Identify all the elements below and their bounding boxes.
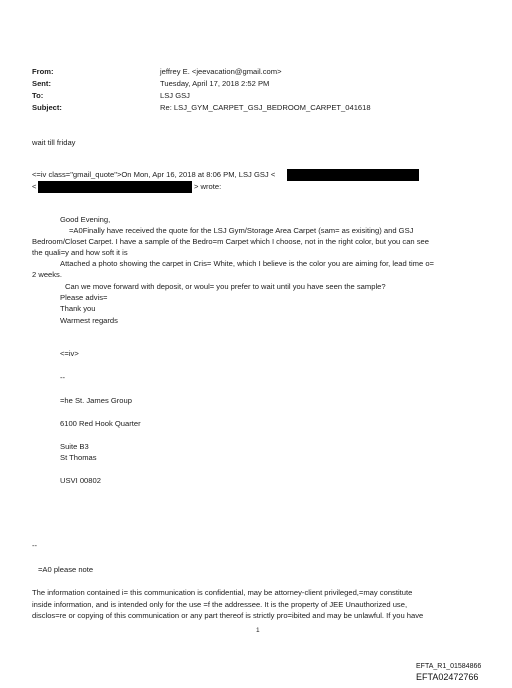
- quote-line-2-end: > wrote:: [194, 182, 222, 191]
- message-line: Can we move forward with deposit, or woul= you prefer to wait until you have seen the sample?: [65, 282, 386, 291]
- message-line: Please advis=: [60, 293, 108, 302]
- sent-value: Tuesday, April 17, 2018 2:52 PM: [160, 79, 270, 88]
- page-number: 1: [256, 627, 260, 634]
- sent-label: Sent:: [32, 79, 51, 88]
- efta-stamp-1: EFTA_R1_01584866: [416, 663, 482, 670]
- efta-stamp-2: EFTA02472766: [416, 672, 479, 682]
- quote-line-2-start: <: [32, 182, 37, 191]
- address-line: 6100 Red Hook Quarter: [60, 419, 141, 428]
- message-line: Attached a photo showing the carpet in Cris= White, which I believe is the color you are aiming for, lead time o=: [60, 259, 434, 268]
- redaction-bar: [287, 169, 419, 181]
- reply-text: wait till friday: [32, 138, 76, 147]
- disclaimer-line: inside information, and is intended only for the use =f the addressee. It is the property of JEE Unauthorized use,: [32, 600, 408, 609]
- from-value: jeffrey E. <jeevacation@gmail.com>: [160, 67, 282, 76]
- signature-dashes: --: [60, 373, 66, 382]
- message-line: =A0Finally have received the quote for the LSJ Gym/Storage Area Carpet (sam= as exisiting) and GSJ: [69, 226, 414, 235]
- footer-dashes: --: [32, 541, 38, 550]
- address-line: Suite B3: [60, 442, 89, 451]
- disclaimer-line: disclos=re or copying of this communication or any part thereof is strictly pro=ibited and may be unlawful. If you have: [32, 611, 424, 620]
- message-line: Thank you: [60, 304, 96, 313]
- from-label: From:: [32, 67, 54, 76]
- to-label: To:: [32, 91, 44, 100]
- company-name: =he St. James Group: [60, 396, 132, 405]
- message-line: Bedroom/Closet Carpet. I have a sample of the Bedro=m Carpet which I choose, not in the right color, but you can see: [32, 237, 429, 246]
- message-line: 2 weeks.: [32, 270, 62, 279]
- address-line: USVI 00802: [60, 476, 101, 485]
- disclaimer-line: The information contained i= this communication is confidential, may be attorney-client privileged,=may constitute: [32, 588, 413, 597]
- note: =A0 please note: [38, 565, 94, 574]
- to-value: LSJ GSJ: [160, 91, 190, 100]
- subject-label: Subject:: [32, 103, 62, 112]
- message-line: the quali=y and how soft it is: [32, 248, 128, 257]
- div-close: <=iv>: [60, 349, 79, 358]
- quote-line-1: <=iv class="gmail_quote">On Mon, Apr 16, 2018 at 8:06 PM, LSJ GSJ <: [32, 170, 276, 179]
- address-line: St Thomas: [60, 453, 97, 462]
- subject-value: Re: LSJ_GYM_CARPET_GSJ_BEDROOM_CARPET_041618: [160, 103, 371, 112]
- redaction-bar: [38, 181, 192, 193]
- message-line: Warmest regards: [60, 316, 118, 325]
- greeting: Good Evening,: [60, 215, 111, 224]
